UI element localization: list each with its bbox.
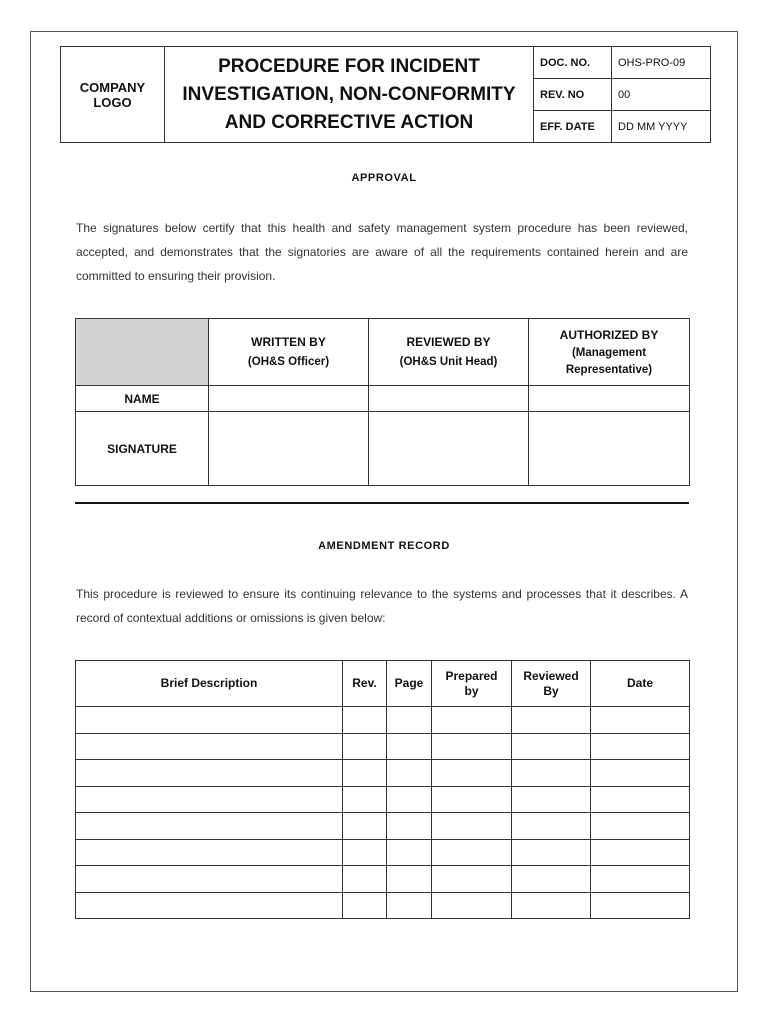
- logo-line-2: LOGO: [93, 94, 132, 110]
- col-date: Date: [591, 661, 690, 707]
- written-by-role: (OH&S Officer): [247, 356, 330, 368]
- table-row: [76, 839, 690, 866]
- col-page: Page: [387, 661, 432, 707]
- amendment-header-row: [76, 661, 690, 707]
- cell[interactable]: [591, 786, 690, 813]
- cell[interactable]: [512, 892, 591, 919]
- reviewed-by-title: REVIEWED BY: [406, 335, 491, 349]
- company-logo: [61, 47, 165, 143]
- cell[interactable]: [343, 760, 387, 787]
- table-row: [76, 733, 690, 760]
- cell[interactable]: [387, 760, 432, 787]
- section-divider: [75, 502, 689, 504]
- eff-date-value: DD MM YYYY: [612, 111, 711, 143]
- cell[interactable]: [591, 707, 690, 734]
- reviewed-by-signature-field[interactable]: [369, 412, 529, 486]
- eff-date-label: EFF. DATE: [534, 111, 612, 143]
- document-header: [60, 46, 711, 143]
- cell[interactable]: [343, 733, 387, 760]
- reviewed-by-name-field[interactable]: [369, 386, 529, 412]
- cell[interactable]: [591, 760, 690, 787]
- amendment-table: [75, 660, 690, 919]
- cell[interactable]: [432, 733, 512, 760]
- written-by-header: [209, 319, 369, 386]
- approval-table: [75, 318, 690, 486]
- cell[interactable]: [343, 707, 387, 734]
- cell[interactable]: [591, 866, 690, 893]
- cell[interactable]: [343, 813, 387, 840]
- approval-corner-cell: [76, 319, 209, 386]
- cell[interactable]: [591, 839, 690, 866]
- reviewed-by-header: [369, 319, 529, 386]
- authorized-by-signature-field[interactable]: [529, 412, 690, 486]
- table-row: [76, 786, 690, 813]
- cell[interactable]: [387, 892, 432, 919]
- cell[interactable]: [343, 892, 387, 919]
- cell[interactable]: [387, 866, 432, 893]
- cell[interactable]: [76, 760, 343, 787]
- cell[interactable]: [343, 866, 387, 893]
- rev-no-value: 00: [612, 79, 711, 111]
- amendment-title: AMENDMENT RECORD: [318, 540, 450, 552]
- cell[interactable]: [76, 892, 343, 919]
- doc-no-label: DOC. NO.: [534, 47, 612, 79]
- col-prepared-by: Prepared by: [432, 661, 512, 707]
- cell[interactable]: [76, 707, 343, 734]
- table-row: [76, 866, 690, 893]
- cell[interactable]: [432, 707, 512, 734]
- cell[interactable]: [76, 839, 343, 866]
- cell[interactable]: [76, 866, 343, 893]
- cell[interactable]: [512, 839, 591, 866]
- approval-text: The signatures below certify that this health and safety management system procedure has been reviewed, accepted, and demonstrates that the signatories are aware of all the requirements contained herein and are committed to ensuring their provision.: [76, 221, 688, 283]
- cell[interactable]: [432, 760, 512, 787]
- cell[interactable]: [432, 839, 512, 866]
- cell[interactable]: [76, 786, 343, 813]
- cell[interactable]: [387, 707, 432, 734]
- cell[interactable]: [343, 839, 387, 866]
- col-rev: Rev.: [343, 661, 387, 707]
- table-row: [76, 760, 690, 787]
- cell[interactable]: [387, 839, 432, 866]
- table-row: [76, 892, 690, 919]
- col-reviewed-by: Reviewed By: [512, 661, 591, 707]
- cell[interactable]: [76, 813, 343, 840]
- signature-row-label: SIGNATURE: [76, 412, 209, 486]
- authorized-by-name-field[interactable]: [529, 386, 690, 412]
- cell[interactable]: [432, 892, 512, 919]
- written-by-name-field[interactable]: [209, 386, 369, 412]
- authorized-by-role: (Management Representative): [565, 347, 653, 376]
- cell[interactable]: [512, 760, 591, 787]
- cell[interactable]: [512, 786, 591, 813]
- cell[interactable]: [387, 813, 432, 840]
- cell[interactable]: [432, 786, 512, 813]
- title-line-3: AND CORRECTIVE ACTION: [224, 111, 474, 133]
- authorized-by-header: [529, 319, 690, 386]
- cell[interactable]: [512, 733, 591, 760]
- cell[interactable]: [432, 866, 512, 893]
- doc-no-value: OHS-PRO-09: [612, 47, 711, 79]
- cell[interactable]: [512, 813, 591, 840]
- cell[interactable]: [387, 786, 432, 813]
- written-by-signature-field[interactable]: [209, 412, 369, 486]
- rev-no-label: REV. NO: [534, 79, 612, 111]
- cell[interactable]: [343, 786, 387, 813]
- approval-title: APPROVAL: [351, 172, 417, 184]
- table-row: [76, 707, 690, 734]
- cell[interactable]: [591, 813, 690, 840]
- title-line-2: INVESTIGATION, NON-CONFORMITY: [182, 83, 516, 105]
- cell[interactable]: [76, 733, 343, 760]
- col-brief-description: Brief Description: [76, 661, 343, 707]
- cell[interactable]: [387, 733, 432, 760]
- amendment-text: This procedure is reviewed to ensure its continuing relevance to the systems and processes that it describes. A record of contextual additions or omissions is given below:: [76, 587, 688, 625]
- logo-line-1: COMPANY: [79, 79, 146, 95]
- table-row: [76, 813, 690, 840]
- cell[interactable]: [512, 707, 591, 734]
- reviewed-by-role: (OH&S Unit Head): [399, 356, 498, 368]
- cell[interactable]: [591, 892, 690, 919]
- cell[interactable]: [591, 733, 690, 760]
- authorized-by-title: AUTHORIZED BY: [559, 328, 659, 342]
- document-title: [165, 47, 534, 143]
- title-line-1: PROCEDURE FOR INCIDENT: [218, 55, 480, 77]
- written-by-title: WRITTEN BY: [251, 335, 326, 349]
- cell[interactable]: [512, 866, 591, 893]
- name-row-label: NAME: [76, 386, 209, 412]
- cell[interactable]: [432, 813, 512, 840]
